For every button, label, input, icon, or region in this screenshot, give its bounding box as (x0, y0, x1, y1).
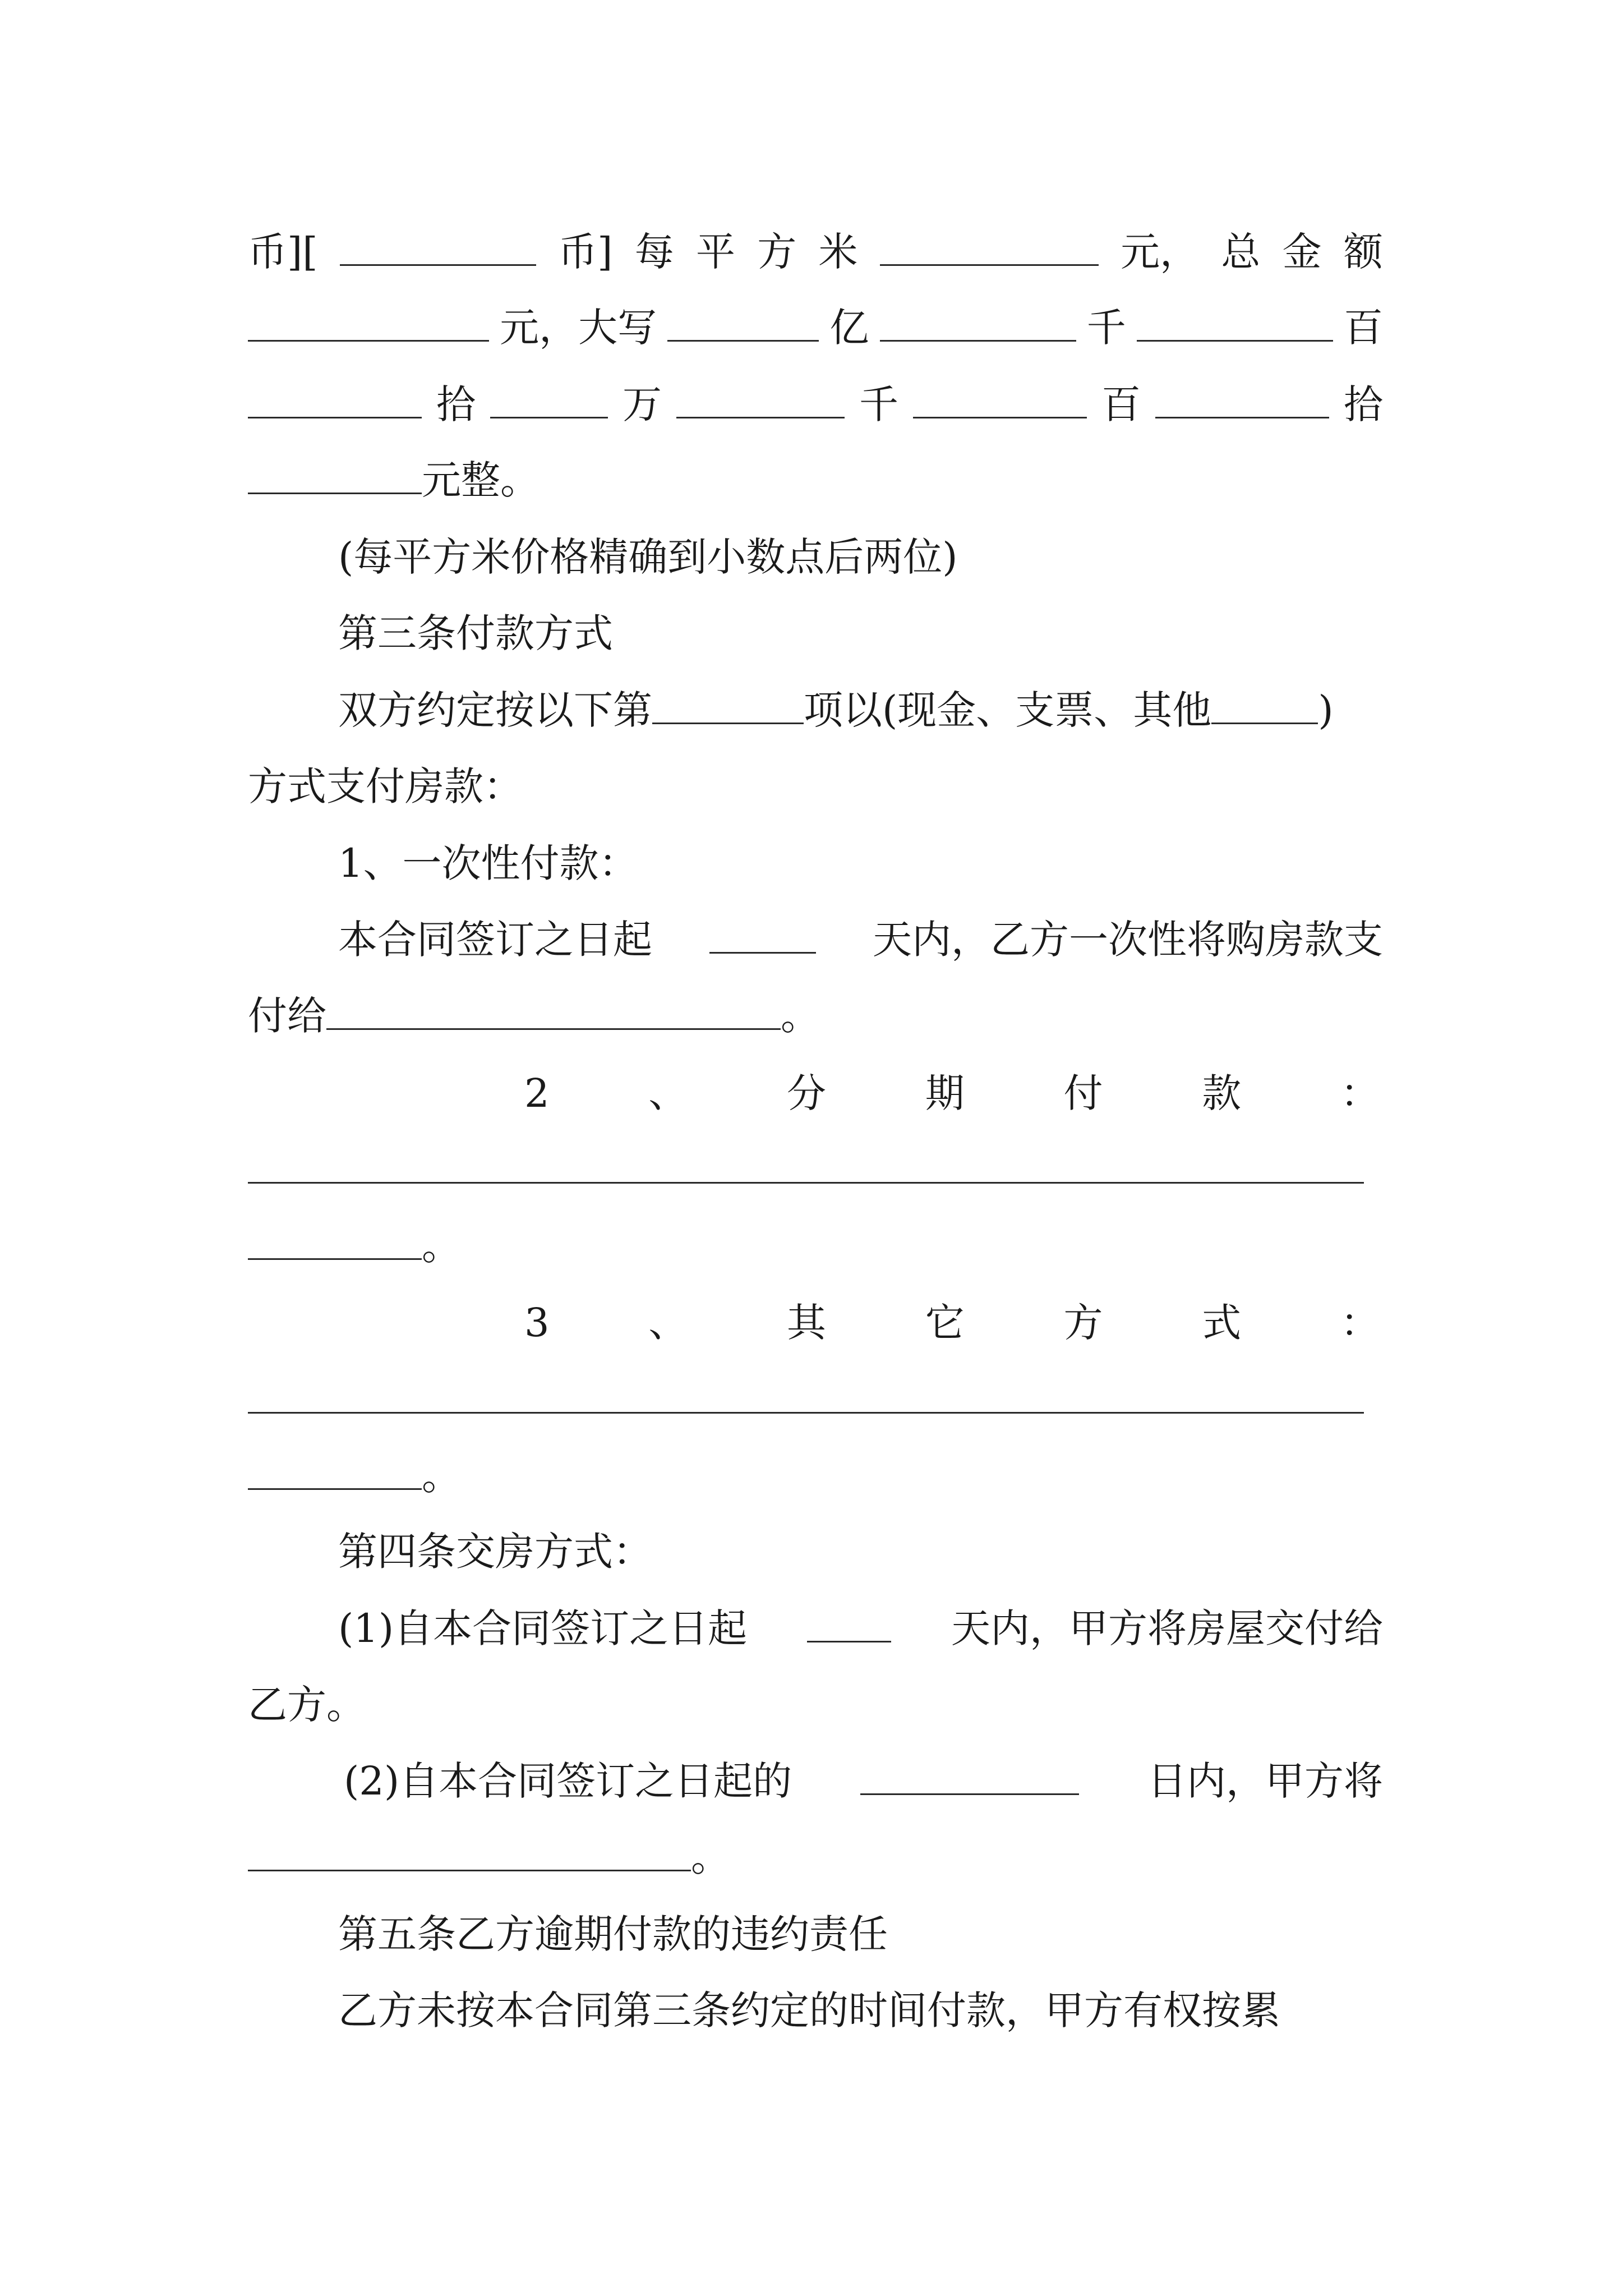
text-segment: 。 (422, 1453, 461, 1499)
item3-blank-line (248, 1365, 1383, 1419)
blank-days (709, 951, 816, 954)
blank-bai-2 (913, 416, 1087, 418)
text-segment: 天内，甲方将房屋交付给 (951, 1605, 1383, 1651)
item1-title-text: 1、一次性付款： (338, 840, 638, 886)
text-segment: 每 (634, 229, 674, 275)
text-segment: ： (1340, 1300, 1380, 1346)
text-segment: 百 (1101, 381, 1141, 427)
item3-end (248, 1442, 1383, 1499)
blank-shi (248, 416, 422, 418)
text-segment: 额 (1343, 229, 1383, 275)
text-segment: 总 (1221, 229, 1261, 275)
text-segment: 万 (623, 381, 662, 427)
text-segment: 天内，乙方一次性将购房款支 (873, 917, 1383, 963)
text-segment: 、 (648, 1070, 688, 1116)
text-segment: 元， (1121, 229, 1200, 275)
blank-delivery-action (248, 1869, 691, 1871)
text-segment: 付 (1063, 1070, 1103, 1116)
blank-qian (880, 339, 1076, 342)
text-segment: 方 (1063, 1300, 1103, 1346)
text-segment: 。 (691, 1834, 730, 1880)
text-segment: (1)自本合同签订之日起 (338, 1605, 748, 1651)
blank-shi-2 (1155, 416, 1329, 418)
blank-other-end (248, 1488, 422, 1490)
text-segment: 千 (859, 381, 898, 427)
text-segment: 期 (925, 1070, 965, 1116)
item1-title (338, 829, 1383, 886)
price-note-text: (每平方米价格精确到小数点后两位) (338, 534, 958, 580)
item2-title (524, 1059, 1380, 1116)
text-segment: 式 (1202, 1300, 1242, 1346)
article4-item1 (338, 1594, 1383, 1651)
text-segment: 千 (1086, 305, 1126, 351)
item2-blank-line (248, 1135, 1383, 1189)
blank-installment-end (248, 1258, 422, 1260)
text-segment: 双方约定按以下第 (338, 687, 652, 733)
blank-payee (326, 1028, 781, 1030)
blank-total-amount (248, 339, 489, 342)
text-segment: 本合同签订之日起 (338, 917, 652, 963)
article4-item1-cont (248, 1671, 1383, 1728)
blank-delivery-days (807, 1640, 891, 1642)
text-segment: 米 (818, 229, 858, 275)
article5-title-text: 第五条乙方逾期付款的违约责任 (338, 1911, 888, 1957)
item2-end (248, 1212, 1383, 1269)
blank-wan (490, 416, 608, 418)
amount-words-line (248, 370, 1383, 427)
price-note (338, 523, 1383, 580)
text-segment: 百 (1343, 305, 1383, 351)
text-segment: 它 (925, 1300, 965, 1346)
article5-title (338, 1900, 1383, 1957)
item1-text (338, 905, 1383, 963)
text-segment: 币] (558, 229, 613, 275)
text-segment: 其 (787, 1300, 827, 1346)
text-segment: 2 (524, 1070, 550, 1116)
article4-title-text: 第四条交房方式： (338, 1529, 652, 1575)
blank-option-number (652, 722, 804, 724)
text-segment: ： (1340, 1070, 1380, 1116)
text-segment: 、 (648, 1300, 688, 1346)
text-segment: 元，大写 (500, 305, 657, 351)
text-segment: 拾 (1344, 381, 1383, 427)
amount-end-text: 元整。 (422, 457, 540, 503)
text-segment: 亿 (829, 305, 869, 351)
blank-delivery-date (860, 1793, 1079, 1795)
article3-title-text: 第三条付款方式 (338, 610, 613, 656)
blank-yi (667, 339, 819, 342)
article5-text-content: 乙方未按本合同第三条约定的时间付款，甲方有权按累 (338, 1987, 1280, 2033)
article3-intro-cont-text: 方式支付房款： (248, 763, 523, 809)
text-segment: 付给 (248, 993, 326, 1039)
article3-intro-cont (248, 752, 1383, 809)
blank-other-method (1211, 722, 1318, 724)
text-segment: 金 (1282, 229, 1322, 275)
text-segment: 日内，甲方将 (1147, 1758, 1383, 1804)
text-segment: 平 (696, 229, 735, 275)
text-segment: 款 (1202, 1070, 1242, 1116)
text-segment: (2)自本合同签订之日起的 (344, 1758, 792, 1804)
blank-yuan (248, 492, 422, 494)
article4-item2-end (248, 1823, 1383, 1880)
price-line (248, 218, 1383, 275)
item1-text-cont (248, 982, 1383, 1039)
amount-end-line (248, 446, 1383, 503)
article4-title (338, 1517, 1383, 1575)
text-segment: 。 (422, 1223, 461, 1269)
blank-qian-2 (676, 416, 845, 418)
article3-title (338, 599, 1383, 656)
article3-intro (338, 676, 1383, 733)
text-segment: 分 (787, 1070, 827, 1116)
text-segment: 。 (781, 993, 820, 1039)
text-segment: 币][ (248, 229, 318, 275)
text-segment: 方 (757, 229, 797, 275)
text-segment: 项以(现金、支票、其他 (804, 687, 1212, 733)
blank-other-method-details (248, 1411, 1364, 1414)
text-segment: 3 (524, 1300, 550, 1346)
item3-title (524, 1289, 1380, 1346)
blank-currency (340, 264, 536, 266)
text-segment: ) (1318, 687, 1334, 733)
article5-text (338, 1976, 1383, 2033)
total-amount-line (248, 293, 1383, 351)
article4-item1-cont-text: 乙方。 (248, 1682, 366, 1728)
text-segment: 拾 (436, 381, 476, 427)
article4-item2 (344, 1747, 1383, 1804)
blank-installment-details (248, 1181, 1364, 1184)
blank-bai (1137, 339, 1333, 342)
blank-unit-price (880, 264, 1099, 266)
